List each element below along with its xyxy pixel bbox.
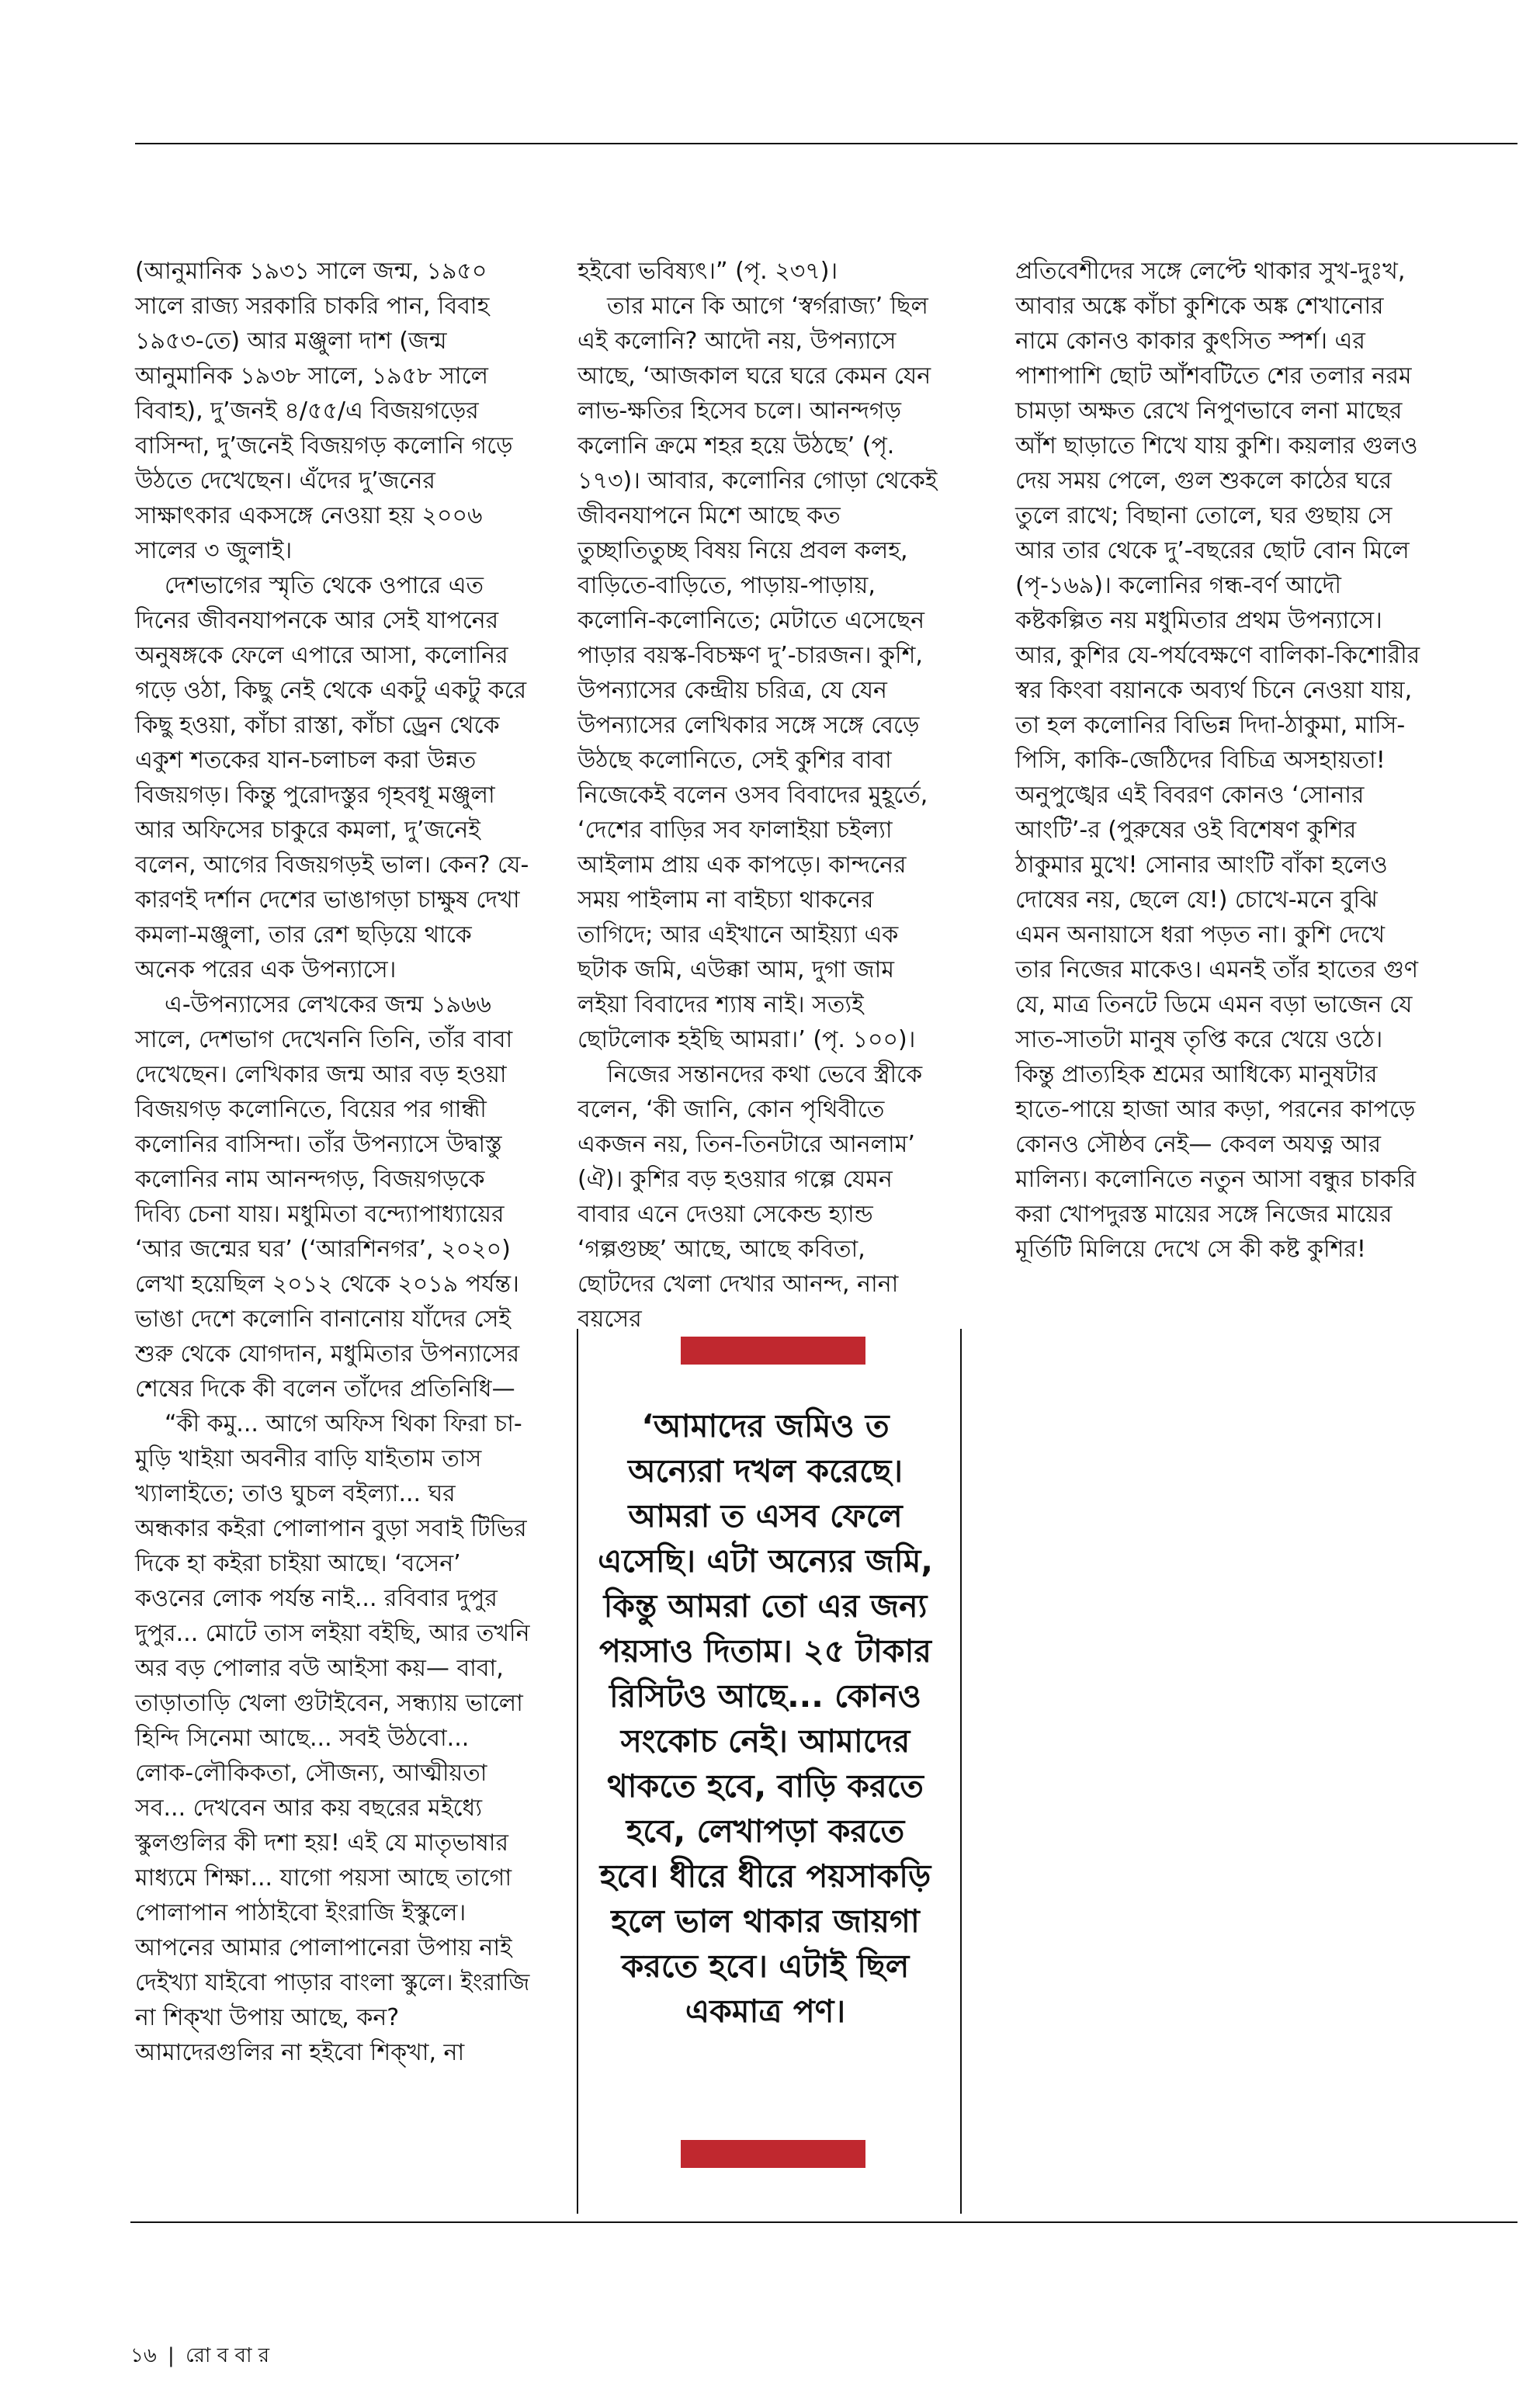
top-rule bbox=[135, 143, 1517, 144]
page-footer bbox=[130, 2344, 269, 2367]
page-number: ১৬ bbox=[130, 2344, 157, 2367]
paragraph: দেশভাগের স্মৃতি থেকে ওপারে এত দিনের জীবনযাপনকে আর সেই যাপনের অনুষঙ্গকে ফেলে এপারে আসা, কলোনির গড়ে ওঠা, কিছু নেই থেকে একটু একটু করে কিছু হওয়া, কাঁচা রাস্তা, কাঁচা ড্রেন থেকে একুশ শতকের যান-চলাচল করা উন্নত বিজয়গড়। কিন্তু পুরোদস্তুর গৃহবধূ মঞ্জুলা আর অফিসের চাকুরে কমলা, দু’জনেই বলেন, আগের বিজয়গড়ই ভাল। কেন? যে-কারণই দর্শান দেশের ভাঙাগড়া চাক্ষুষ দেখা কমলা-মঞ্জুলা, তার রেশ ছড়িয়ে থাকে অনেক পরের এক উপন্যাসে। bbox=[135, 572, 529, 983]
article-column-2 bbox=[578, 254, 947, 1337]
paragraph: এ-উপন্যাসের লেখকের জন্ম ১৯৬৬ সালে, দেশভাগ দেখেননি তিনি, তাঁর বাবা দেখেছেন। লেখিকার জন্ম আর বড় হওয়া বিজয়গড় কলোনিতে, বিয়ের পর গান্ধী কলোনির বাসিন্দা। তাঁর উপন্যাসে উদ্বাস্তু কলোনির নাম আনন্দগড়, বিজয়গড়কে দিব্যি চেনা যায়। মধুমিতা বন্দ্যোপাধ্যায়ের ‘আর জন্মের ঘর’ (‘আরশিনগর’, ২০২০) লেখা হয়েছিল ২০১২ থেকে ২০১৯ পর্যন্ত। ভাঙা দেশে কলোনি বানানোয় যাঁদের সেই শুরু থেকে যোগদান, মধুমিতার উপন্যাসের শেষের দিকে কী বলেন তাঁদের প্রতিনিধি— bbox=[135, 991, 520, 1403]
pull-quote-top-bar bbox=[681, 1337, 865, 1365]
footer-separator: | bbox=[168, 2344, 175, 2367]
pull-quote-bottom-bar bbox=[681, 2140, 865, 2168]
paragraph: (আনুমানিক ১৯৩১ সালে জন্ম, ১৯৫০ সালে রাজ্য সরকারি চাকরি পান, বিবাহ ১৯৫৩-তে) আর মঞ্জুলা দাশ (জন্ম আনুমানিক ১৯৩৮ সালে, ১৯৫৮ সালে বিবাহ), দু’জনই ৪/৫৫/এ বিজয়গড়ের বাসিন্দা, দু’জনেই বিজয়গড় কলোনি গড়ে উঠতে দেখেছেন। এঁদের দু’জনের সাক্ষাৎকার একসঙ্গে নেওয়া হয় ২০০৬ সালের ৩ জুলাই। bbox=[135, 258, 513, 564]
quoted-paragraph: “কী কমু... আগে অফিস থিকা ফিরা চা-মুড়ি খাইয়া অবনীর বাড়ি যাইতাম তাস খ্যালাইতে; তাও ঘুচল বইল্যা... ঘর অন্ধকার কইরা পোলাপান বুড়া সবাই টিভির দিকে হা কইরা চাইয়া আছে। ‘বসেন’ কওনের লোক পর্যন্ত নাই... রবিবার দুপুর দুপুর... মোটে তাস লইয়া বইছি, আর তখনি অর বড় পোলার বউ আইসা কয়— বাবা, তাড়াতাড়ি খেলা গুটাইবেন, সন্ধ্যায় ভালো হিন্দি সিনেমা আছে... সবই উঠবো... লোক-লৌকিকতা, সৌজন্য, আত্মীয়তা সব... দেখবেন আর কয় বছরের মইধ্যে স্কুলগুলির কী দশা হয়! এই যে মাতৃভাষার মাধ্যমে শিক্ষা... যাগো পয়সা আছে তাগো পোলাপান পাঠাইবো ইংরাজি ইস্কুলে। আপনের আমার পোলাপানেরা উপায় নাই দেইখ্যা যাইবো পাড়ার বাংলা স্কুলে। ইংরাজি না শিক্‌খা উপায় আছে, কন? আমাদেরগুলির না হইবো শিক্‌খা, না bbox=[135, 1410, 530, 2066]
article-column-3 bbox=[1015, 254, 1424, 1267]
paragraph: হইবো ভবিষ্যৎ।” (পৃ. ২৩৭)। bbox=[578, 258, 838, 285]
column-divider-left bbox=[577, 1329, 578, 2214]
bottom-rule bbox=[130, 2221, 1517, 2223]
paragraph: নিজের সন্তানদের কথা ভেবে স্ত্রীকে বলেন, ‘কী জানি, কোন পৃথিবীতে একজন নয়, তিন-তিনটারে আনলাম’ (ঐ)। কুশির বড় হওয়ার গল্পে যেমন বাবার এনে দেওয়া সেকেন্ড হ্যান্ড ‘গল্পগুচ্ছ’ আছে, আছে কবিতা, ছোটদের খেলা দেখার আনন্দ, নানা বয়সের bbox=[578, 1061, 923, 1333]
paragraph: তার মানে কি আগে ‘স্বর্গরাজ্য’ ছিল এই কলোনি? আদৌ নয়, উপন্যাসে আছে, ‘আজকাল ঘরে ঘরে কেমন যেন লাভ-ক্ষতির হিসেব চলে। আনন্দগড় কলোনি ক্রমে শহর হয়ে উঠছে’ (পৃ. ১৭৩)। আবার, কলোনির গোড়া থেকেই জীবনযাপনে মিশে আছে কত তুচ্ছাতিতুচ্ছ বিষয় নিয়ে প্রবল কলহ, বাড়িতে-বাড়িতে, পাড়ায়-পাড়ায়, কলোনি-কলোনিতে; মেটাতে এসেছেন পাড়ার বয়স্ক-বিচক্ষণ দু’-চারজন। কুশি, উপন্যাসের কেন্দ্রীয় চরিত্র, যে যেন উপন্যাসের লেখিকার সঙ্গে সঙ্গে বেড়ে উঠছে কলোনিতে, সেই কুশির বাবা নিজেকেই বলেন ওসব বিবাদের মুহূর্তে, ‘দেশের বাড়ির সব ফালাইয়া চইল্যা আইলাম প্রায় এক কাপড়ে। কান্দনের সময় পাইলাম না বাইচ্যা থাকনের তাগিদে; আর এইখানে আইয়্যা এক ছটাক জমি, এউক্কা আম, দুগা জাম লইয়া বিবাদের শ্যাষ নাই। সত্যই ছোটলোক হইছি আমরা।’ (পৃ. ১০০)। bbox=[578, 293, 938, 1053]
article-column-1 bbox=[135, 254, 534, 2070]
section-name: রো ব বা র bbox=[186, 2344, 270, 2367]
column-divider-right bbox=[960, 1329, 962, 2214]
pull-quote: ‘আমাদের জমিও ত অন্যেরা দখল করেছে। আমরা ত এসব ফেলে এসেছি। এটা অন্যের জমি, কিন্তু আমরা তো এর জন্য পয়সাও দিতাম। ২৫ টাকার রিসিটও আছে... কোনও সংকোচ নেই। আমাদের থাকতে হবে, বাড়ি করতে হবে, লেখাপড়া করতে হবে। ধীরে ধীরে পয়সাকড়ি হলে ভাল থাকার জায়গা করতে হবে। এটাই ছিল একমাত্র পণ। bbox=[598, 1407, 933, 2030]
paragraph: প্রতিবেশীদের সঙ্গে লেপ্টে থাকার সুখ-দুঃখ, আবার অঙ্কে কাঁচা কুশিকে অঙ্ক শেখানোর নামে কোনও কাকার কুৎসিত স্পর্শ। এর পাশাপাশি ছোট আঁশবটিতে শের তলার নরম চামড়া অক্ষত রেখে নিপুণভাবে লনা মাছের আঁশ ছাড়াতে শিখে যায় কুশি। কয়লার গুলও দেয় সময় পেলে, গুল শুকলে কাঠের ঘরে তুলে রাখে; বিছানা তোলে, ঘর গুছায় সে আর তার থেকে দু’-বছরের ছোট বোন মিলে (পৃ-১৬৯)। কলোনির গন্ধ-বর্ণ আদৌ কষ্টকল্পিত নয় মধুমিতার প্রথম উপন্যাসে। আর, কুশির যে-পর্যবেক্ষণে বালিকা-কিশোরীর স্বর কিংবা বয়ানকে অব্যর্থ চিনে নেওয়া যায়, তা হল কলোনির বিভিন্ন দিদা-ঠাকুমা, মাসি-পিসি, কাকি-জেঠিদের বিচিত্র অসহায়তা! অনুপুঙ্খের এই বিবরণ কোনও ‘সোনার আংটি’-র (পুরুষের ওই বিশেষণ কুশির ঠাকুমার মুখে! সোনার আংটি বাঁকা হলেও দোষের নয়, ছেলে যে!) চোখে-মনে বুঝি এমন অনায়াসে ধরা পড়ত না। কুশি দেখে তার নিজের মাকেও। এমনই তাঁর হাতের গুণ যে, মাত্র তিনটে ডিমে এমন বড়া ভাজেন যে সাত-সাতটা মানুষ তৃপ্তি করে খেয়ে ওঠে। কিন্তু প্রাত্যহিক শ্রমের আধিক্যে মানুষটার হাতে-পায়ে হাজা আর কড়া, পরনের কাপড়ে কোনও সৌষ্ঠব নেই— কেবল অযত্ন আর মালিন্য। কলোনিতে নতুন আসা বন্ধুর চাকরি করা খোপদুরস্ত মায়ের সঙ্গে নিজের মায়ের মূর্তিটি মিলিয়ে দেখে সে কী কষ্ট কুশির! bbox=[1015, 258, 1420, 1263]
